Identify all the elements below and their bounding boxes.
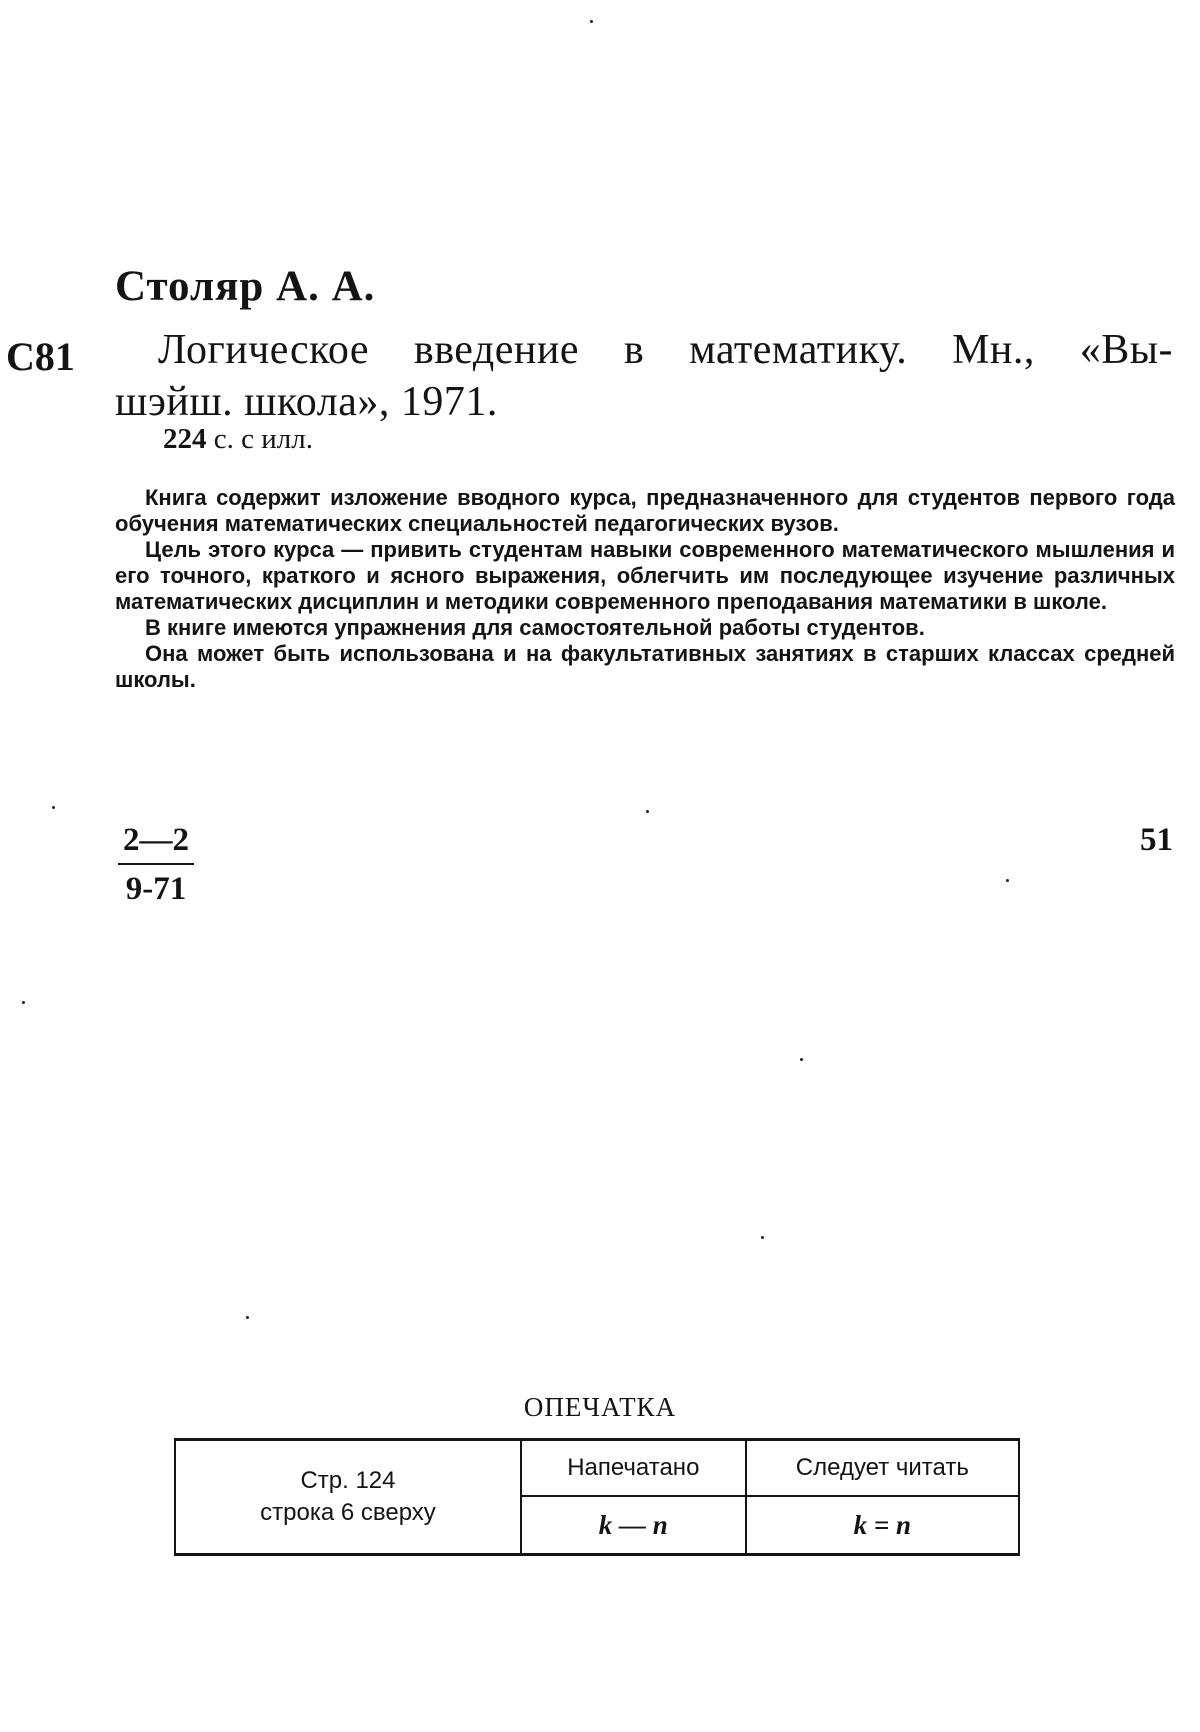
author-name: Столяр А. А. [115,263,376,310]
annotation-paragraph: Книга содержит изложение вводного курса, предназначенного для студентов первого года обучения математических специальностей педагогических вузов. [115,485,1175,536]
scan-speck [590,20,593,23]
scan-speck [800,1058,803,1061]
errata-read-header: Следует читать [746,1440,1019,1497]
index-fraction [118,822,194,908]
errata-header-row [175,1440,1019,1497]
errata-read-value: k = n [746,1496,1019,1555]
scan-speck [52,806,55,809]
book-annotation [115,485,1175,693]
page-count-text: с. с илл. [213,423,313,455]
annotation-paragraph: Цель этого курса — привить студентам навыки современного математического мышления и его точного, краткого и ясного выражения, облегчить им последующее изучение различных математических дисциплин и методики современного преподавания математики в школе. [115,537,1175,614]
errata-location-line: строка 6 сверху [260,1499,436,1526]
errata-location-cell [175,1440,521,1555]
scan-speck [246,1316,249,1319]
book-title-line-1: Логическое введение в математику. Мн., «Вы- [158,327,1173,373]
index-fraction-bottom: 9-71 [125,871,187,907]
errata-table [174,1438,1020,1556]
errata-heading: ОПЕЧАТКА [523,1392,677,1422]
errata-location-page: Стр. 124 [300,1467,396,1494]
page-count [163,423,313,456]
scan-speck [1006,879,1009,882]
index-fraction-top: 2—2 [118,822,194,865]
index-code-right: 51 [1140,822,1173,858]
page-count-number: 224 [163,423,207,455]
book-title-line-2: шэйш. школа», 1971. [115,379,498,425]
errata-printed-value: k — n [521,1496,746,1555]
annotation-paragraph: Она может быть использована и на факультативных занятиях в старших классах средней школы. [115,641,1175,692]
scan-speck [761,1236,764,1239]
scan-speck [646,810,649,813]
errata-printed-header: Напечатано [521,1440,746,1497]
annotation-paragraph: В книге имеются упражнения для самостоятельной работы студентов. [145,615,925,640]
scan-speck [22,1001,25,1004]
classification-code: С81 [6,334,75,379]
